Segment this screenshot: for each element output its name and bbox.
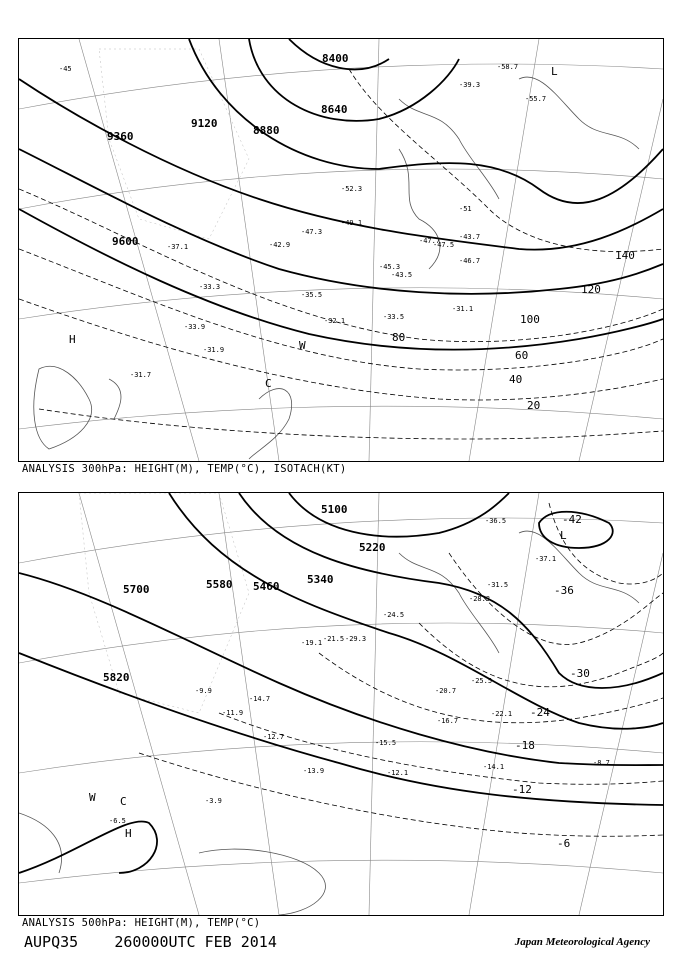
caption-300hpa: ANALYSIS 300hPa: HEIGHT(M), TEMP(°C), ISOTACH(KT)	[22, 463, 347, 475]
station-value: -43.5	[391, 271, 413, 279]
temp-label: -42	[562, 513, 582, 526]
height-label: 5340	[307, 573, 334, 586]
station-value: -33.5	[383, 313, 405, 321]
station-value: -33.9	[184, 323, 206, 331]
coastline	[19, 531, 639, 915]
isotach-labels	[392, 249, 635, 412]
jet-hatch-area	[99, 49, 249, 239]
height-label: 9120	[191, 117, 218, 130]
height-label: 5220	[359, 541, 386, 554]
warm-marker: W	[89, 791, 96, 804]
station-value: -6.5	[109, 817, 126, 825]
station-value: -21.5	[323, 635, 345, 643]
station-value: -58.7	[497, 63, 519, 71]
height-label: 8640	[321, 103, 348, 116]
high-marker: H	[125, 827, 132, 840]
station-value: -8.7	[593, 759, 610, 767]
station-value: -24.5	[383, 611, 405, 619]
station-value: -15.5	[375, 739, 397, 747]
station-value: -28.3	[469, 595, 491, 603]
station-value: -12.7	[263, 733, 285, 741]
station-value: -19.1	[301, 639, 323, 647]
low-marker: L	[551, 65, 558, 78]
temp-label: -30	[570, 667, 590, 680]
height-label: 8400	[322, 52, 349, 65]
height-labels	[103, 503, 386, 684]
station-value: -16.7	[437, 717, 459, 725]
isotach-label: 40	[509, 373, 523, 386]
station-value: -39.3	[459, 81, 481, 89]
temp-label: -6	[557, 837, 571, 850]
station-value: -11.9	[222, 709, 244, 717]
map-panel-500hpa	[18, 492, 664, 916]
station-value: -49.1	[341, 219, 363, 227]
temp-label: -36	[554, 584, 574, 597]
product-code: AUPQ35	[24, 933, 79, 951]
temp-label: -24	[530, 706, 550, 719]
station-value: -22.1	[491, 710, 513, 718]
station-value: -14.1	[483, 763, 505, 771]
caption-500hpa: ANALYSIS 500hPa: HEIGHT(M), TEMP(°C)	[22, 917, 261, 929]
station-value: -43.7	[459, 233, 481, 241]
temp-label: -12	[512, 783, 532, 796]
station-value: -12.1	[387, 769, 409, 777]
height-label: 9600	[112, 235, 139, 248]
station-value: -32.1	[324, 317, 346, 325]
station-value: -45.3	[379, 263, 401, 271]
station-value: -3.9	[205, 797, 222, 805]
cold-marker: C	[265, 377, 272, 390]
station-value: -31.9	[203, 346, 225, 354]
isotach-label: 120	[581, 283, 601, 296]
station-value: -35.5	[301, 291, 323, 299]
height-label: 5460	[253, 580, 280, 593]
station-value: -13.9	[303, 767, 325, 775]
height-label: 5580	[206, 578, 233, 591]
station-value: -9.9	[195, 687, 212, 695]
station-value: -33.3	[199, 283, 221, 291]
station-value: -37.1	[535, 555, 557, 563]
isotach-label: 140	[615, 249, 635, 262]
isotach-label: 20	[527, 399, 541, 412]
isotach-label: 80	[392, 331, 406, 344]
station-value: -51	[459, 205, 472, 213]
station-value: -47.7	[419, 237, 441, 245]
height-label: 5820	[103, 671, 130, 684]
cold-marker: C	[120, 795, 127, 808]
product-footer	[24, 933, 277, 951]
map-panel-300hpa	[18, 38, 664, 462]
station-value: -47.3	[301, 228, 323, 236]
station-value: -52.3	[341, 185, 363, 193]
warm-marker: W	[299, 339, 306, 352]
station-value: -46.7	[459, 257, 481, 265]
station-value: -42.9	[269, 241, 291, 249]
analysis-datetime: 260000UTC FEB 2014	[114, 933, 277, 951]
station-value: -37.1	[167, 243, 189, 251]
station-values	[109, 517, 610, 825]
height-label: 9360	[107, 130, 134, 143]
station-value: -25.5	[471, 677, 493, 685]
station-value: -47.5	[433, 241, 455, 249]
low-marker: L	[560, 529, 567, 542]
station-value: -20.7	[435, 687, 457, 695]
station-value: -31.1	[452, 305, 474, 313]
station-value: -55.7	[525, 95, 547, 103]
map-300hpa-svg	[19, 39, 663, 461]
height-label: 8880	[253, 124, 280, 137]
temp-label: -18	[515, 739, 535, 752]
station-value: -31.5	[487, 581, 509, 589]
map-500hpa-svg	[19, 493, 663, 915]
isotach-label: 100	[520, 313, 540, 326]
station-value: -36.5	[485, 517, 507, 525]
height-label: 5100	[321, 503, 348, 516]
station-value: -31.7	[130, 371, 152, 379]
station-value: -45	[59, 65, 72, 73]
height-label: 5700	[123, 583, 150, 596]
isotach-label: 60	[515, 349, 529, 362]
station-value: -29.3	[345, 635, 367, 643]
height-contours	[19, 39, 663, 350]
agency-name: Japan Meteorological Agency	[514, 936, 650, 948]
high-marker: H	[69, 333, 76, 346]
lat-lon-grid	[19, 493, 663, 915]
station-value: -14.7	[249, 695, 271, 703]
